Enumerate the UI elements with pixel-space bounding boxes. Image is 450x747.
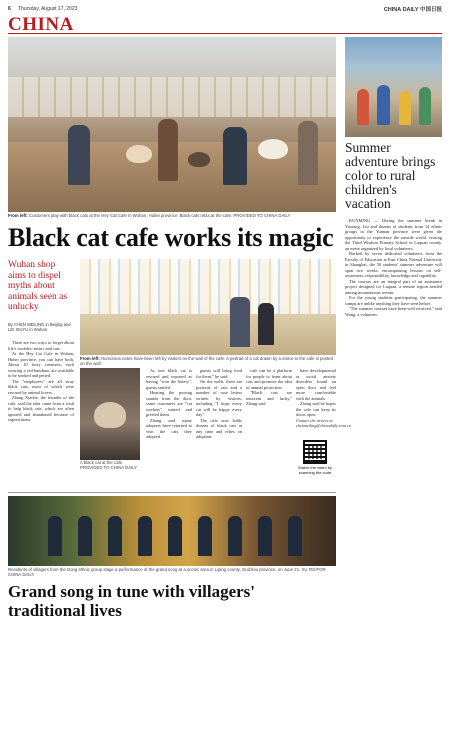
side-story-body: KUNMING — During the summer break in Yuxiang, Liu and dozens of students from 14 ethnic groups in the Yunnan province were given the opportunity to experience the outside world, visiting the Third Wisdom Primary School in Luquan county, an event organized by local volunteers. Backed by seven dedicated volunteers from the Faculty of Education at East China Normal University in Shanghai, the 50 students' summer adventure will span two weeks, encompassing lessons on self-awareness, responsibility, knowledge and capability. The courses are an integral part of an assistance project designed for Luquan, a remote region nestled among mountainous terrain. For the young students participating, the summer camps are unlike anything they have seen before. "The summer courses have been well received," said Wang, a volunteer. <box>345 218 442 317</box>
story-column-4: cafe can be a platform for people to learn about cats and promote the idea of animal protection. "Black cats are innocent and lucky," Zhang said. <box>246 368 292 406</box>
main-headline: Black cat cafe works its magic <box>8 223 334 252</box>
main-photo-caption: From left: Customers play with black cats at the Hey Cat Cafe in Wuhan, Hubei province. Black cats relax at the cafe. PROVIDED TO CHINA DAILY <box>8 213 291 218</box>
qr-code-icon[interactable] <box>303 440 327 464</box>
story-column-5: have developmental or social anxiety disorders found an open door and feel more comfortable with the animals. Zhang said he hopes the cafe can keep its doors open. <box>296 368 336 417</box>
cafe-photo-caption: From left: Humorous notes have been left by visitors on the wall of the cafe. A portrait of a cat drawn by a visitor to the cafe is posted on the wall. <box>80 356 333 367</box>
story-column-2: As one black cat is rescued and reported as having "won the lottery", guests smiled. Hearing the purring sounds from the door, some customers are "cat workers" waited and greeted them. Zhang said many adopters have returned to visit the cats they adopted. <box>146 368 192 439</box>
grand-song-caption: Residents of villagers from the Dong ethnic group stage a performance of the grand song at a scenic area in Liping county, Guizhou province, on June 21. XU FEI/FOR CHINA DAILY <box>8 567 326 578</box>
section-bar <box>8 14 442 34</box>
cafe-notes-photo <box>80 259 336 355</box>
cat-cafe-photo <box>8 37 336 212</box>
story-deck: Wuhan shop aims to dispel myths about animals seen as unlucky <box>8 260 68 312</box>
children-photo <box>345 37 442 137</box>
divider <box>8 492 336 493</box>
page-number: 6 <box>8 6 11 12</box>
issue-date: Thursday, August 17, 2023 <box>18 6 78 12</box>
cat-photo-caption: A black cat at the cafe. PROVIDED TO CHINA DAILY <box>80 460 138 471</box>
story-column-3: guests will bring food for them," he said. On the walls, there are portraits of cats and a number of cute letters written by visitors, including "I hope every cat will be happy every day". The cafe now holds dozens of black cats at any time and relies on adoption. <box>196 368 242 439</box>
second-headline: Grand song in tune with villagers' traditional lives <box>8 582 256 620</box>
qr-label: Watch the video by scanning the code <box>298 465 332 475</box>
contact-line: Contact the writers at chenmeiling@chinadaily.com.cn <box>296 418 351 428</box>
qr-code[interactable] <box>296 440 334 486</box>
section-title: CHINA <box>8 14 74 35</box>
grand-song-photo <box>8 496 336 566</box>
byline: By CHEN MEILING in Beijing and LEI XIUYU in Wuhan <box>8 322 71 332</box>
black-cat-photo <box>80 368 140 460</box>
masthead <box>8 4 442 14</box>
side-story-headline: Summer adventure brings color to rural children's vacation <box>345 140 436 211</box>
newspaper-brand: CHINA DAILY 中国日报 <box>383 7 442 13</box>
story-column-1: There are two ways to forget about life's troubles: music and cats. At the Hey Cat Cafe in Wuhan, Hubei province, you can have both. About 10 furry creatures, each wearing a red bandana, are available to be stroked and petted. The "employees" are all stray black cats, most of which were rescued by animal lovers. Zhang Xiaohe, the founder of the cafe, said the idea came from a wish to help black cats, which are often ignored and abandoned because of superstitions. <box>8 340 74 422</box>
